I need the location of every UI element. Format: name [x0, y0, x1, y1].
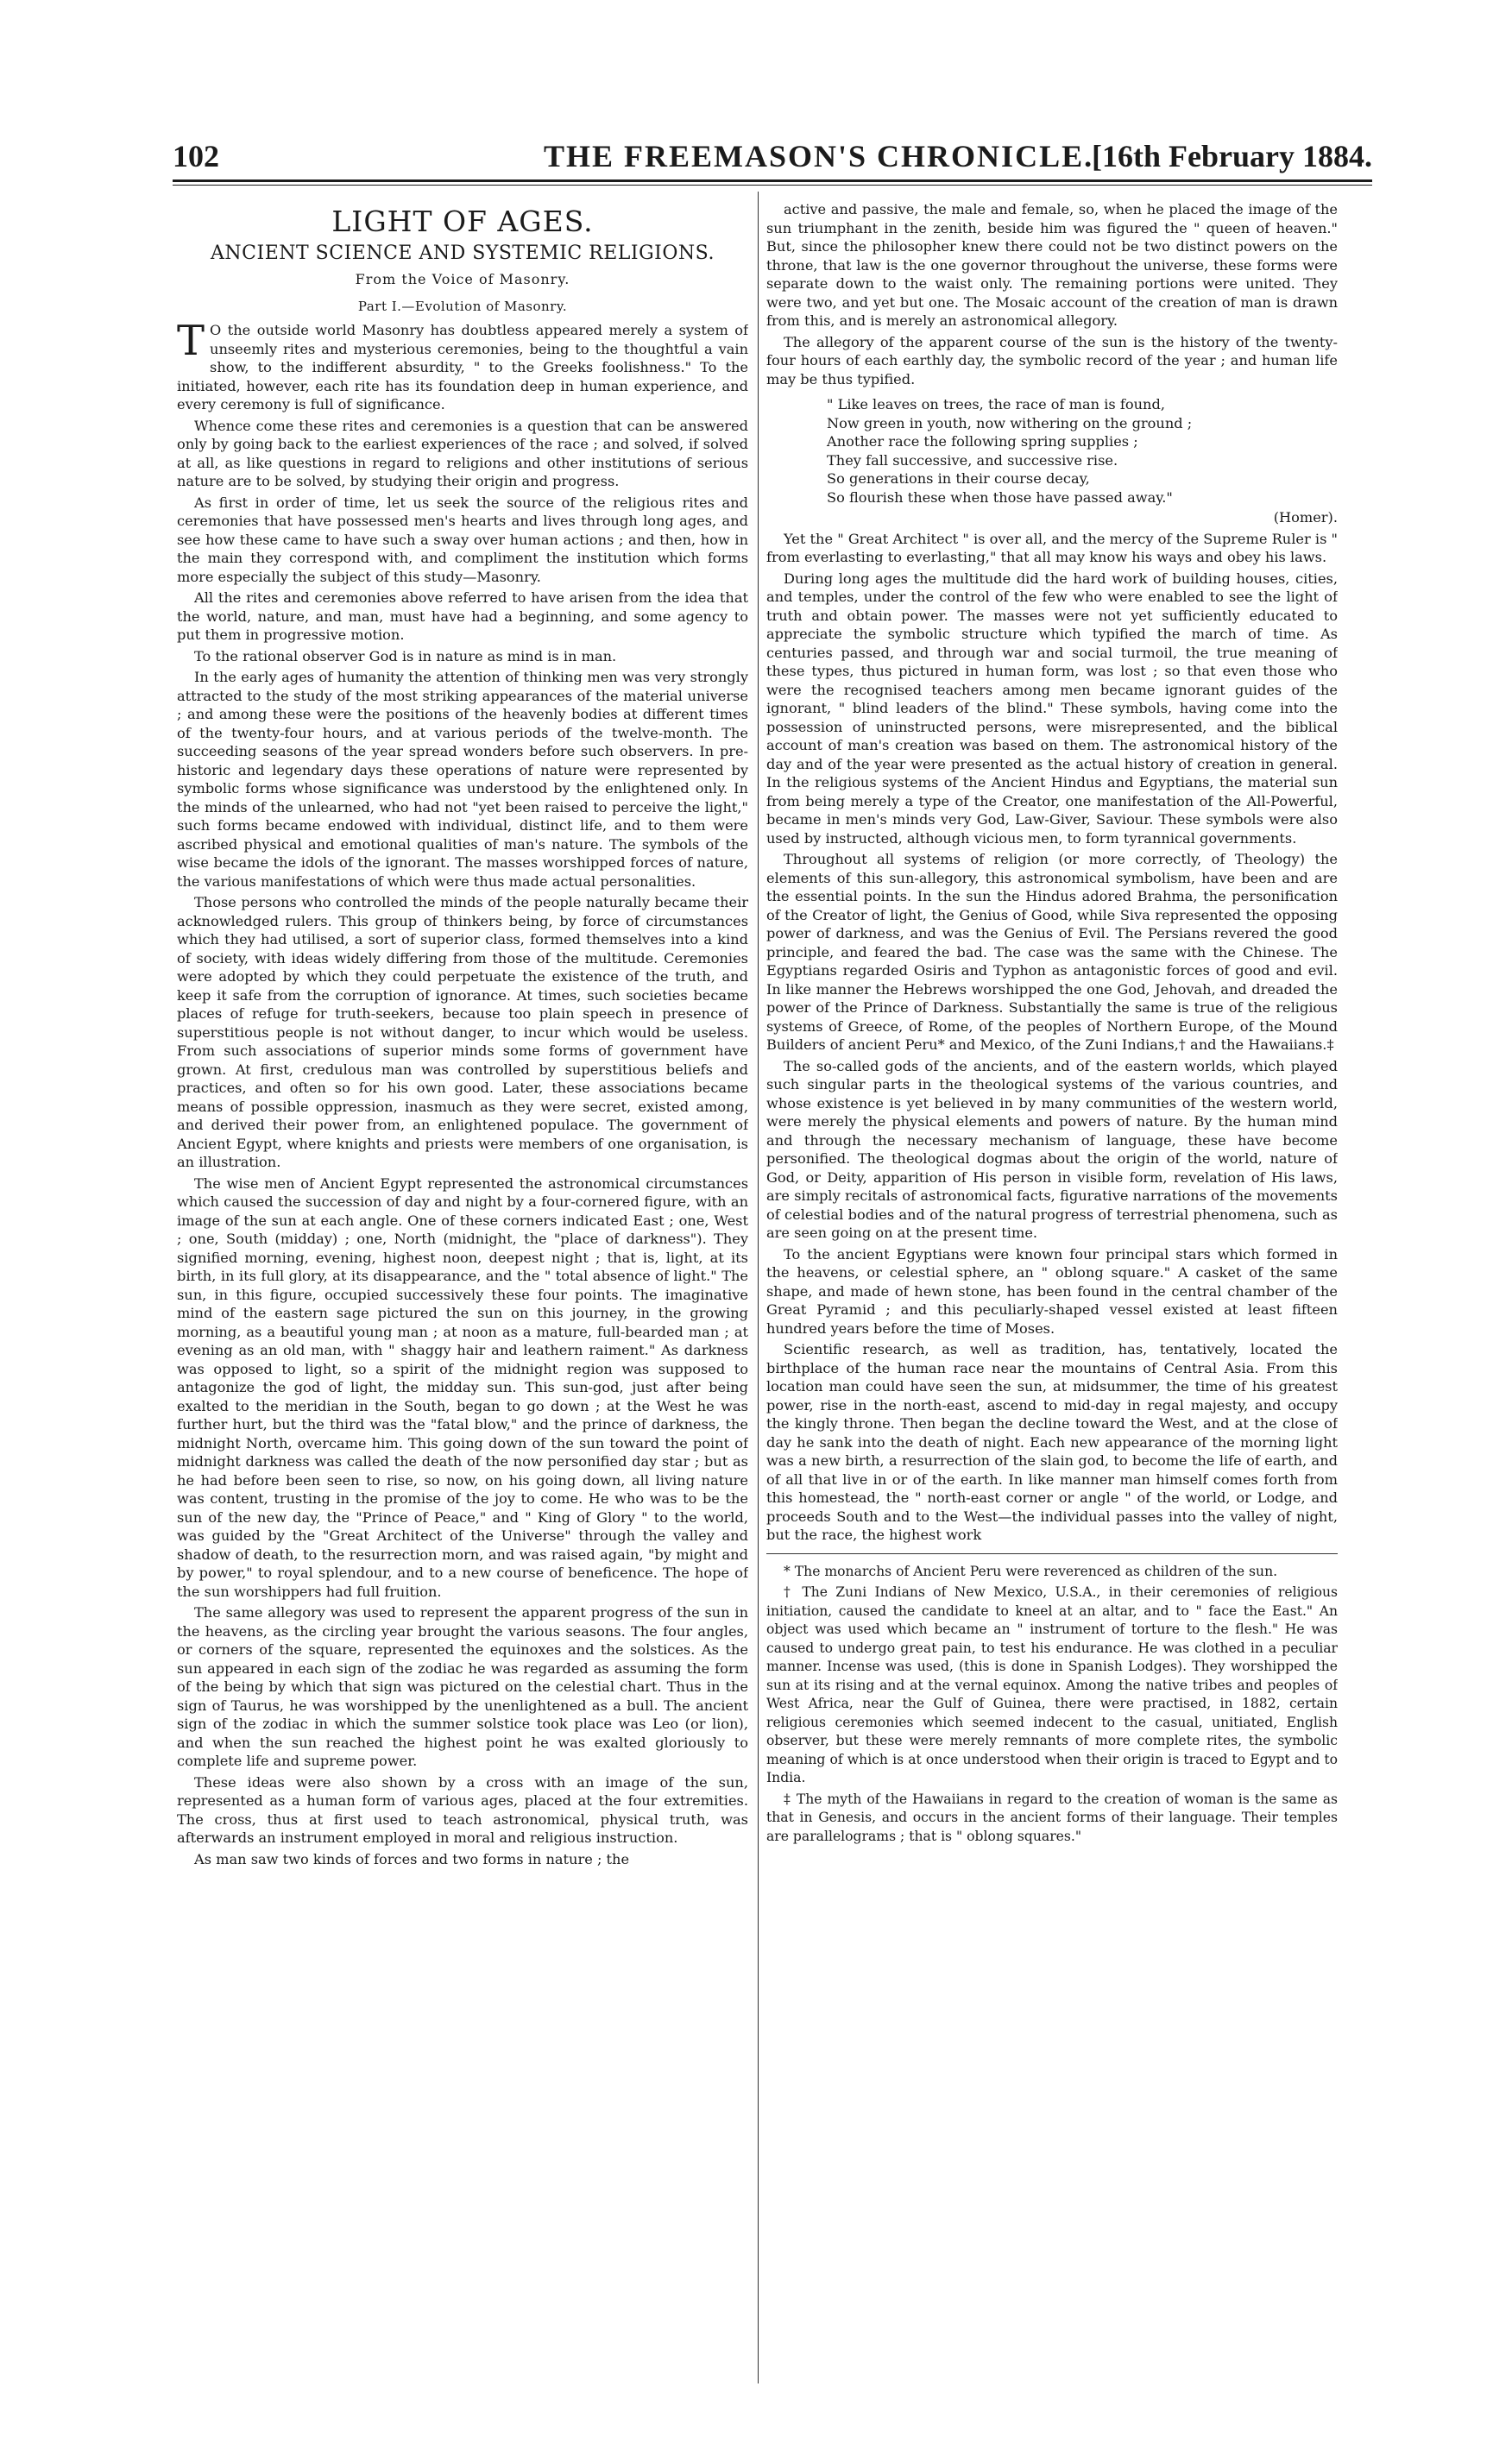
masthead [173, 138, 1372, 173]
page-number: 102 [173, 139, 219, 173]
poem-attribution: (Homer). [1273, 509, 1338, 526]
paragraph: Whence come these rites and ceremonies is a question that can be answered only by going back to the earliest experiences of the race ; and solved, if solved at all, as like questions in regard to religions and other institutions of serious nature are to be solved, by studying their origin and progress. [177, 417, 748, 489]
right-body-main [766, 530, 1338, 1545]
article-title: LIGHT OF AGES. [331, 205, 594, 238]
paragraph: Those persons who controlled the minds of the people naturally became their acknowledged rulers. This group of thinkers being, by force of circumstances which they had utilised, a sort of superior class, formed themselves into a kind of society, with ideas widely differing from those of the multitude. Ceremonies were adopted by which they could perpetuate the existence of the truth, and keep it safe from the corruption of ignorance. At times, such societies became places of refuge for truth-seekers, because too plain speech in presence of superstitious people is not without danger, to incur which would be useless. From such associations of superior minds some forms of government have grown. At first, credulous man was controlled by superstitious beliefs and practices, and often so for his own good. Later, these associations became means of possible oppression, inasmuch as they were secret, existed among, and derived their power from, an enlightened populace. The government of Ancient Egypt, where knights and priests were members of one organisation, is an illustration. [177, 894, 748, 1170]
paragraph: These ideas were also shown by a cross with an image of the sun, represented as a human form of various ages, placed at the four extremities. The cross, thus at first used to teach astronomical, physical truth, was afterwards an instrument employed in moral and religious instruction. [177, 1773, 748, 1846]
right-column [766, 200, 1338, 2392]
poem-line: " Like leaves on trees, the race of man is found, [827, 396, 1165, 412]
header-rule-thin [173, 185, 1372, 186]
issue-date: [16th February 1884. [1092, 139, 1372, 173]
header-rule [173, 179, 1372, 182]
paragraph: To the ancient Egyptians were known four principal stars which formed in the heavens, or celestial sphere, an " oblong square." A casket of the same shape, and made of hewn stone, has been found in the central chamber of the Great Pyramid ; and this peculiarly-shaped vessel existed at least fifteen hundred years before the time of Moses. [766, 1245, 1338, 1337]
article-source: From the Voice of Masonry. [355, 271, 570, 287]
paragraph: During long ages the multitude did the hard work of building houses, cities, and temples, under the control of the few who were enabled to see the light of truth and obtain power. The masses were not yet sufficiently educated to appreciate the symbolic structure which typified the march of time. As centuries passed, and through war and social turmoil, the true meaning of these types, thus pictured in human form, was lost ; so that even those who were the recognised teachers among men became ignorant guides of the ignorant, " blind leaders of the blind." These symbols, having come into the possession of uninstructed persons, were misrepresented, and the biblical account of man's creation was based on them. The astronomical history of the day and of the year were presented as the actual history of creation in general. In the religious systems of the Ancient Hindus and Egyptians, the material sun from being merely a type of the Creator, one manifestation of the All-Powerful, became in men's minds very God, Law-Giver, Saviour. These symbols were also used by instructed, although vicious men, to form tyrannical governments. [766, 570, 1338, 847]
footnote: * The monarchs of Ancient Peru were reverenced as children of the sun. [784, 1563, 1278, 1579]
poem-line: They fall successive, and successive rise. [827, 451, 1118, 469]
drop-cap: T [177, 317, 205, 365]
paragraph: The wise men of Ancient Egypt represented the astronomical circumstances which caused the succession of day and night by a four-cornered figure, with an image of the sun at each angle. One of these corners indicated East ; one, West ; one, South (midday) ; one, North (midnight, the "place of darkness"). They signified morning, evening, highest noon, deepest night ; that is, light, at its birth, in its full glory, at its disappearance, and the " total absence of light." The sun, in this figure, occupied successively these four points. The imaginative mind of the eastern sage pictured the sun on this journey, in the growing morning, as a beautiful young man ; at noon as a mature, full-bearded man ; at evening as an old man, with " shaggy hair and leathern raiment." As darkness was opposed to light, so a spirit of the midnight region was supposed to antagonize the god of light, the midday sun. This sun-god, just after being exalted to the meridian in the South, began to go down ; at the West he was further hurt, but the third was the "fatal blow," and the prince of darkness, the midnight North, overcame him. This going down of the sun toward the point of midnight darkness was called the death of the now personified day star ; but as he had before been seen to rise, so now, on his going down, all living nature was content, trusting in the promise of the joy to come. He who was to be the sun of the new day, the "Prince of Peace," and " King of Glory " to the world, was guided by the "Great Architect of the Universe" through the valley and shadow of death, to the resurrection morn, and was raised again, "by might and by power," to royal splendour, and to a new course of beneficence. The hope of the sun worshippers had full fruition. [177, 1174, 748, 1600]
poem-line: Another race the following spring supplies ; [827, 433, 1138, 450]
poem-line: So flourish these when those have passed away." [827, 488, 1173, 506]
paragraph: All the rites and ceremonies above referred to have arisen from the idea that the world, nature, and man, must have had a beginning, and some agency to put them in progressive motion. [177, 589, 748, 643]
poem-line: So generations in their course decay, [827, 470, 1090, 487]
footnote-rule [766, 1553, 1338, 1554]
paragraph: The same allegory was used to represent the apparent progress of the sun in the heavens, as the circling year brought the various seasons. The four angles, or corners of the square, represented the equinoxes and the solstices. As the sun appeared in each sign of the zodiac he was regarded as assuming the form of the being by which that sign was pictured on the celestial chart. Thus in the sign of Taurus, he was worshipped by the unenlightened as a bull. The ancient sign of the zodiac in which the summer solstice took place was Leo (or lion), and when the sun reached the highest point he was exalted gloriously to complete life and supreme power. [177, 1604, 748, 1769]
paragraph: Yet the " Great Architect " is over all, and the mercy of the Supreme Ruler is " from everlasting to everlasting," that all may know his ways and obey his laws. [766, 530, 1338, 565]
paragraph: As man saw two kinds of forces and two forms in nature ; the [194, 1850, 630, 1867]
article-subtitle: ANCIENT SCIENCE AND SYSTEMIC RELIGIONS. [211, 242, 715, 264]
paragraph: The allegory of the apparent course of the sun is the history of the twenty-four hours of each earthly day, the symbolic record of the year ; and human life may be thus typified. [766, 333, 1338, 387]
article-part: Part I.—Evolution of Masonry. [357, 299, 568, 314]
poem-line: Now green in youth, now withering on the ground ; [827, 414, 1193, 431]
right-body-intro [766, 200, 1338, 388]
paragraph: active and passive, the male and female, so, when he placed the image of the sun triumphant in the zenith, beside him was figured the " queen of heaven." But, since the philosopher knew there could not be two distinct powers on the throne, that law is the one governor throughout the universe, these forms were separate down to the waist only. The remaining portions were united. They were two, and yet but one. The Mosaic account of the creation of man is drawn from this, and is merely an astronomical allegory. [766, 201, 1338, 329]
column-divider [758, 192, 759, 2383]
article-heading [177, 204, 748, 318]
poem [827, 395, 1338, 507]
footnotes [766, 1563, 1338, 1847]
publication-title: THE FREEMASON'S CHRONICLE. [544, 139, 1094, 173]
paragraph: To the rational observer God is in nature as mind is in man. [194, 647, 617, 664]
paragraph: The so-called gods of the ancients, and of the eastern worlds, which played such singular parts in the theological systems of the various countries, and whose existence is yet believed in by many communities of the western world, were merely the physical elements and powers of nature. By the human mind and through the necessary mechanism of language, these have become personified. The theological dogmas about the origin of the world, nature of God, or Deity, apparition of His person in visible form, revelation of His laws, are simply recitals of astronomical facts, figurative narrations of the movements of celestial bodies and of the natural progress of terrestrial phenomena, such as are seen going on at the present time. [766, 1057, 1338, 1241]
paragraph: In the early ages of humanity the attention of thinking men was very strongly attracted to the study of the most striking appearances of the material universe ; and among these were the positions of the heavenly bodies at different times of the twenty-four hours, and at various periods of the twelve-month. The succeeding seasons of the year spread wonders before such observers. In pre-historic and legendary days these operations of nature were represented by symbolic forms whose significance was understood by the enlightened only. In the minds of the unlearned, who had not "yet been raised to perceive the light," such forms became endowed with individual, distinct life, and to them were ascribed physical and emotional qualities of man's nature. The symbols of the wise became the idols of the ignorant. The masses worshipped forces of nature, the various manifestations of which were thus made actual personalities. [177, 669, 748, 890]
paragraph-text: O the outside world Masonry has doubtless appeared merely a system of unseemly rites and mysterious ceremonies, being to the thoughtful a vain show, to the indifferent absurdity, " to the Greeks foolishness." To the initiated, however, each rite has its foundation deep in human experience, and every ceremony is full of significance. [177, 322, 748, 412]
paragraph: Scientific research, as well as tradition, has, tentatively, located the birthplace of the human race near the mountains of Central Asia. From this location man could have seen the sun, at midsummer, the time of his greatest power, rise in the north-east, ascend to mid-day in regal majesty, and occupy the kingly throne. Then began the decline toward the West, and at the close of day he sank into the death of night. Each new appearance of the morning light was a new birth, a resurrection of the slain god, to become the life of earth, and of all that live in or of the earth. In like manner man himself comes forth from this homestead, the " north-east corner or angle " of the world, or Lodge, and proceeds South and to the West—the individual passes into the valley of night, but the race, the highest work [766, 1341, 1338, 1543]
paragraph: Throughout all systems of religion (or more correctly, of Theology) the elements of this sun-allegory, this astronomical symbolism, have been and are the essential points. In the sun the Hindus adored Brahma, the personification of the Creator of light, the Genius of Good, while Siva represented the opposing power of darkness, and was the Genius of Evil. The Persians revered the good principle, and feared the bad. The case was the same with the Chinese. The Egyptians regarded Osiris and Typhon as antagonistic forces of good and evil. In like manner the Hebrews worshipped the one God, Jehovah, and dreaded the power of the Prince of Darkness. Substantially the same is true of the religious systems of Greece, of Rome, of the peoples of Northern Europe, of the Mound Builders of ancient Peru* and Mexico, of the Zuni Indians,† and the Hawaiians.‡ [766, 851, 1338, 1053]
footnote: ‡ The myth of the Hawaiians in regard to the creation of woman is the same as that in Genesis, and occurs in the ancient forms of their language. Their temples are parallelograms ; that is " oblong squares." [766, 1791, 1338, 1844]
footnote: † The Zuni Indians of New Mexico, U.S.A., in their ceremonies of religious initiation, caused the candidate to kneel at an altar, and to " face the East." An object was used which became an " instrument of torture to the flesh." He was caused to undergo great pain, to test his endurance. He was clothed in a peculiar manner. Incense was used, (this is done in Spanish Lodges). They worshipped the sun at its rising and at the vernal equinox. Among the native tribes and peoples of West Africa, near the Gulf of Guinea, there were practised, in 1882, certain religious ceremonies which seemed indecent to the casual, unitiated, English observer, but these were merely remnants of more complete rites, the symbolic meaning of which is at once understood when their origin is traced to Egypt and to India. [766, 1584, 1338, 1785]
paragraph: As first in order of time, let us seek the source of the religious rites and ceremonies that have possessed men's hearts and lives through long ages, and see how these came to have such a sway over human actions ; and then, how in the main they correspond with, and compliment the institution which forms more especially the subject of this study—Masonry. [177, 494, 748, 585]
paragraph [177, 317, 748, 414]
left-body [177, 317, 748, 1868]
left-column [177, 200, 748, 2392]
